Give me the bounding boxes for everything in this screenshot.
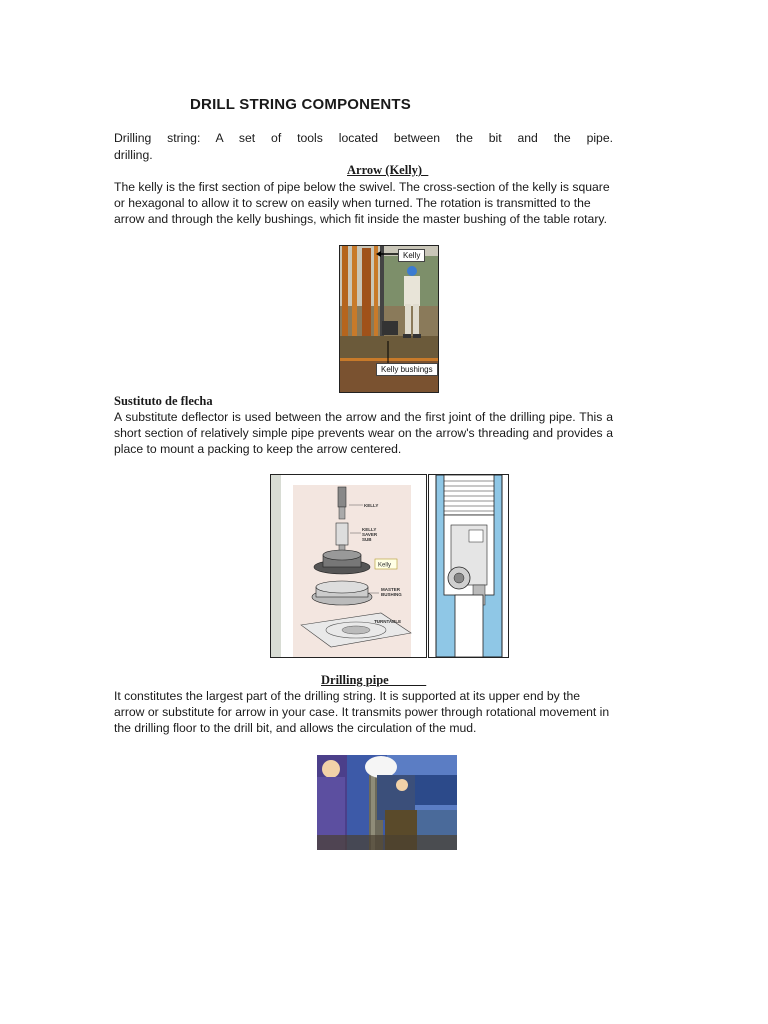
drill-pipe-heading: Drilling pipe: [321, 673, 427, 687]
diagram-label-saver-1: KELLY: [362, 527, 377, 532]
diagram-label-master-2: BUSHING: [381, 592, 402, 597]
saver-sub-heading: Sustituto de flecha: [114, 394, 213, 408]
kelly-bushings-label: Kelly bushings: [376, 363, 438, 376]
saver-sub-cross-section: [428, 474, 509, 658]
drill-pipe-body: It constitutes the largest part of the drilling string. It is supported at its upper end by the arrow or substitute for arrow in your case. It transmits power through rotational movement in the drilling floor to the drill bit, and allows the circulation of the mud.: [114, 689, 610, 736]
cross-section-illustration: [429, 475, 508, 657]
kelly-photo: [339, 245, 439, 393]
diagram-label-master-1: MASTER: [381, 587, 400, 592]
kelly-body: The kelly is the first section of pipe below the swivel. The cross-section of the kelly is square or hexagonal to allow it to screw on easily when turned. The rotation is transmitted to the arrow and through the kelly bushings, which fit inside the master bushing of the table rotary.: [114, 180, 610, 227]
intro-text: Drilling string: A set of tools located between the bit and the pipe.: [114, 131, 613, 145]
saver-sub-diagram: [270, 474, 427, 658]
saver-sub-diagram-illustration: [271, 475, 426, 657]
diagram-label-saver-3: SUB: [362, 537, 372, 542]
diagram-label-kelly: KELLY: [364, 503, 379, 508]
intro-text-line2: drilling.: [114, 148, 153, 162]
page-title: DRILL STRING COMPONENTS: [190, 96, 411, 113]
kelly-heading: Arrow (Kelly): [347, 163, 429, 177]
drill-pipe-photo-illustration: [317, 755, 457, 850]
kelly-label: Kelly: [398, 249, 425, 262]
saver-sub-body: A substitute deflector is used between the arrow and the first joint of the drilling pipe. This a short section of relatively simple pipe prevents wear on the arrow's threading and provides a place to mount a packing to keep the arrow centered.: [114, 410, 613, 457]
drill-pipe-photo: [317, 755, 457, 850]
diagram-label-saver-2: SAVER: [362, 532, 378, 537]
diagram-label-kelly-box: Kelly: [378, 562, 392, 569]
diagram-label-turntable: TURNTABLE: [374, 619, 402, 624]
